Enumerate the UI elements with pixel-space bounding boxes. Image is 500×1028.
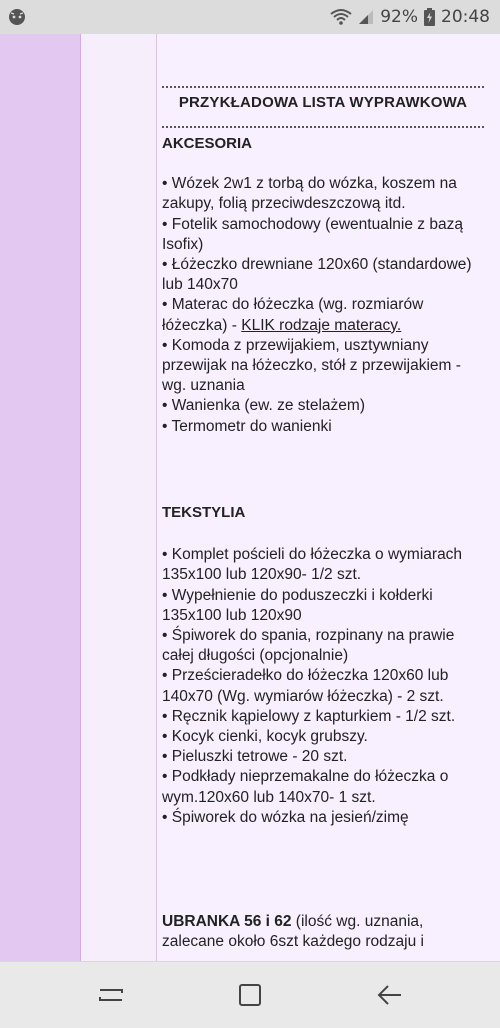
list-item: • Prześcieradełko do łóżeczka 120x60 lub 140x70 (Wg. wymiarów łóżeczka) - 2 szt.	[162, 667, 449, 705]
navigation-bar	[0, 961, 500, 1028]
list-item: • Wypełnienie do poduszeczki i kołderki 135x100 lub 120x90	[162, 586, 433, 624]
clock: 20:48	[441, 7, 490, 27]
list-item: • Śpiworek do wózka na jesień/zimę	[162, 808, 409, 826]
list-item: • Fotelik samochodowy (ewentualnie z bazą Isofix)	[162, 215, 463, 253]
left-decoration-strip	[0, 34, 81, 961]
list-item: • Kocyk cienki, kocyk grubszy.	[162, 728, 368, 746]
list-item	[162, 295, 487, 335]
android-face-icon	[8, 8, 26, 26]
signal-icon	[358, 9, 374, 25]
list-item: • Ręcznik kąpielowy z kapturkiem - 1/2 szt.	[162, 707, 456, 725]
list-item: • Komplet pościeli do łóżeczka o wymiarach 135x100 lub 120x90- 1/2 szt.	[162, 546, 463, 584]
list-item: • Łóżeczko drewniane 120x60 (standardowe) lub 140x70	[162, 256, 472, 294]
list-item-text: • Materac do łóżeczka (wg. rozmiarów łóżeczka) -	[162, 296, 424, 334]
home-icon[interactable]	[235, 980, 265, 1010]
section-heading: UBRANKA 56 i 62	[162, 913, 292, 930]
recent-apps-icon[interactable]	[96, 980, 126, 1010]
section-tekstylia	[162, 503, 487, 828]
battery-percent: 92%	[380, 7, 418, 27]
status-right	[330, 0, 490, 34]
list-item: • Podkłady nieprzemakalne do łóżeczka o wym.120x60 lub 140x70- 1 szt.	[162, 768, 449, 806]
divider-bottom	[162, 126, 484, 128]
battery-icon	[424, 8, 435, 26]
back-icon[interactable]	[374, 980, 404, 1010]
ubranka-text: (ilość wg. uznania, zalecane około 6szt każdego rodzaju i	[162, 913, 424, 951]
status-bar	[0, 0, 500, 34]
divider-top	[162, 86, 484, 88]
list-title: PRZYKŁADOWA LISTA WYPRAWKOWA	[178, 94, 468, 111]
section-heading: AKCESORIA	[162, 135, 253, 152]
section-akcesoria	[162, 134, 487, 437]
list-item: • Pieluszki tetrowe - 20 szt.	[162, 748, 348, 766]
list-item: • Termometr do wanienki	[162, 417, 332, 435]
list-item: • Komoda z przewijakiem, usztywniany przewijak na łóżeczko, stół z przewijakiem - wg. uznania	[162, 336, 461, 395]
list-item: • Wózek 2w1 z torbą do wózka, koszem na zakupy, folią przeciwdeszczową itd.	[162, 175, 457, 213]
section-heading: TEKSTYLIA	[162, 504, 246, 521]
section-ubranka	[162, 912, 487, 961]
list-item: • Wanienka (ew. ze stelażem)	[162, 397, 365, 415]
ubranka-paragraph	[162, 912, 487, 952]
list-item: • Śpiworek do spania, rozpinany na prawie całej długości (opcjonalnie)	[162, 627, 455, 665]
left-gutter	[81, 34, 157, 961]
wifi-icon	[330, 8, 352, 26]
klik-materace-link[interactable]: KLIK rodzaje materacy.	[241, 316, 402, 334]
